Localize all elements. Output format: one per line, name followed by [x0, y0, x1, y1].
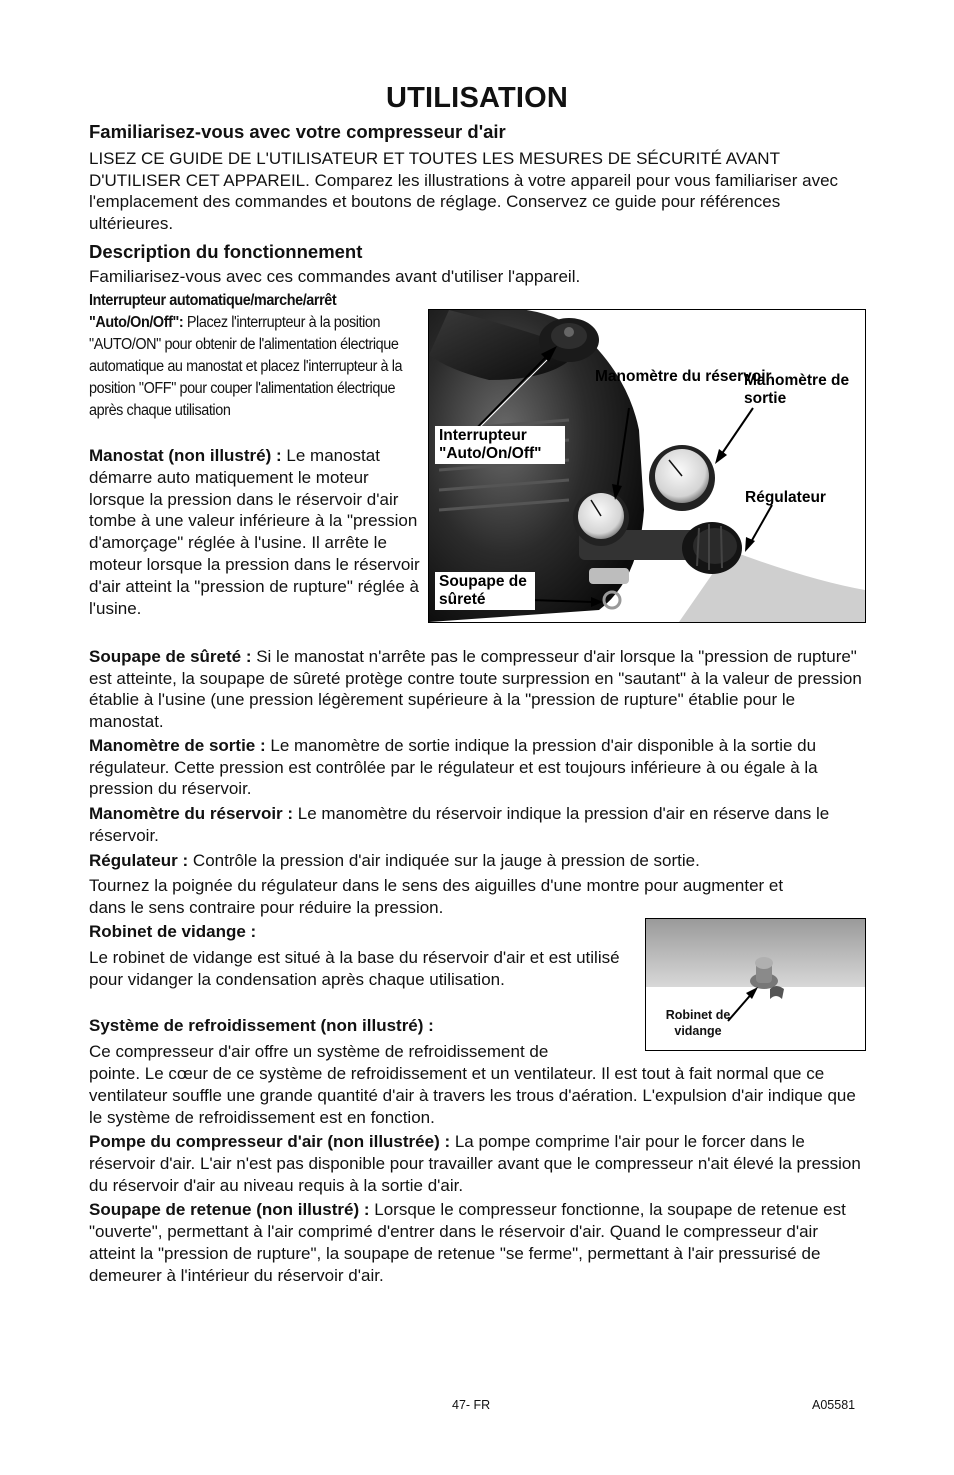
text-manometre-reservoir: Le manomètre du réservoir indique la pression d'air en réserve dans le réservoir. — [89, 804, 830, 845]
paragraph-retenue — [89, 1199, 869, 1287]
label-robinet-figure: Robinet de vidange — [665, 1008, 731, 1038]
figure-compressor-controls — [428, 309, 866, 623]
text-refroidissement-line1: Ce compresseur d'air offre un système de refroidissement de — [89, 1042, 549, 1061]
label-manometre-reservoir: Manomètre du réservoir — [595, 368, 772, 385]
section-heading-description: Description du fonctionnement — [89, 241, 363, 262]
paragraph-interrupteur — [89, 290, 424, 422]
text-soupape: Si le manostat n'arrête pas le compresseur d'air lorsque la "pression de rupture" est atteinte, la soupape de sûreté protège contre toute surpression en "sautant" à la valeur de pression établie à l'usine (une pression légèrement supérieure à la "pression de rupture" établie pour le manostat. — [89, 647, 862, 731]
label-interrupteur: Interrupteur automatique/marche/arrêt "Auto/On/Off": — [89, 292, 337, 331]
paragraph-regulateur — [89, 850, 869, 872]
label-soupape: Soupape de sûreté : — [89, 647, 252, 666]
label-soupape-surete: Soupape de sûreté — [435, 572, 535, 610]
page-title: UTILISATION — [385, 82, 569, 114]
label-regulateur-text: Régulateur : — [89, 851, 189, 870]
text-interrupteur: Placez l'interrupteur à la position "AUTO/ON" pour obtenir de l'alimentation électrique automatique au manostat et placez l'interrupteur à la position "OFF" pour couper l'alimentation électrique après chaque utilisation — [89, 314, 403, 419]
footer-page-number: 47- FR — [452, 1398, 491, 1412]
paragraph-soupape — [89, 646, 869, 732]
paragraph-manometre-reservoir — [89, 803, 869, 846]
label-manostat: Manostat (non illustré) : — [89, 446, 282, 465]
text-pompe: La pompe comprime l'air pour le forcer dans le réservoir d'air. L'air n'est pas disponible pour travailler avant que le compresseur n'ait élevé la pression du réservoir d'air au niveau requis à la sortie d'air. — [89, 1132, 861, 1195]
label-robinet: Robinet de vidange : — [89, 922, 257, 941]
section-body-familiarize: LISEZ CE GUIDE DE L'UTILISATEUR ET TOUTES LES MESURES DE SÉCURITÉ AVANT D'UTILISER CET APPAREIL. Comparez les illustrations à votre appareil pour vous familiariser avec l'emplacement des commandes et boutons de réglage. Conservez ce guide pour références ultérieures. — [89, 149, 839, 233]
paragraph-pompe — [89, 1131, 869, 1197]
text-regulateur: Contrôle la pression d'air indiquée sur la jauge à pression de sortie. — [188, 851, 700, 870]
footer-code: A05581 — [812, 1398, 856, 1412]
text-manostat: Le manostat démarre auto matiquement le moteur lorsque la pression dans le réservoir d'air tombe à une valeur inférieure à la "pression d'amorçage" réglée à l'usine. Il arrête le moteur lorsque la pression dans le réservoir d'air atteint la "pression de rupture" réglée à l'usine. — [89, 446, 420, 618]
paragraph-manostat — [89, 445, 423, 619]
paragraph-manometre-sortie — [89, 735, 869, 800]
section-heading-familiarize: Familiarisez-vous avec votre compresseur d'air — [89, 121, 506, 142]
text-robinet: Le robinet de vidange est situé à la base du réservoir d'air et est utilisé pour vidanger la condensation après chaque utilisation. — [89, 948, 620, 989]
label-interrupteur-auto: Interrupteur "Auto/On/Off" — [435, 426, 565, 464]
label-refroidissement: Système de refroidissement (non illustré) : — [89, 1016, 434, 1035]
figure-robinet — [645, 918, 866, 1051]
text-manometre-sortie: Le manomètre de sortie indique la pression d'air disponible à la sortie du régulateur. Cette pression est contrôlée par le régulateur et est toujours inférieure à ou égale à la pression du réservoir. — [89, 736, 818, 798]
section-intro-description: Familiarisez-vous avec ces commandes avant d'utiliser l'appareil. — [89, 267, 581, 286]
label-manometre-sortie: Manomètre de sortie — [744, 372, 850, 407]
label-manometre-sortie-text: Manomètre de sortie : — [89, 736, 266, 755]
label-pompe: Pompe du compresseur d'air (non illustrée) : — [89, 1132, 451, 1151]
text-retenue: Lorsque le compresseur fonctionne, la soupape de retenue est "ouverte", permettant à l'air comprimé d'entrer dans le réservoir d'air. Quand le compresseur d'air atteint la "pression de rupture", la soupape de retenue "se ferme", permettant à l'air pressurisé de demeurer à l'intérieur du réservoir d'air. — [89, 1200, 846, 1285]
label-regulateur: Régulateur — [745, 489, 826, 506]
paragraph-regulateur-2: Tournez la poignée du régulateur dans le sens des aiguilles d'une montre pour augmenter et dans le sens contraire pour réduire la pression. — [89, 876, 784, 917]
label-manometre-reservoir-text: Manomètre du réservoir : — [89, 804, 294, 823]
label-retenue: Soupape de retenue (non illustré) : — [89, 1200, 370, 1219]
text-refroidissement-rest: pointe. Le cœur de ce système de refroidissement et un ventilateur. Il est tout à fait normal que ce ventilateur souffle une grande quantité d'air à travers les trous d'aération. L'expulsion d'air indique que le système de refroidissement est en fonction. — [89, 1064, 856, 1127]
